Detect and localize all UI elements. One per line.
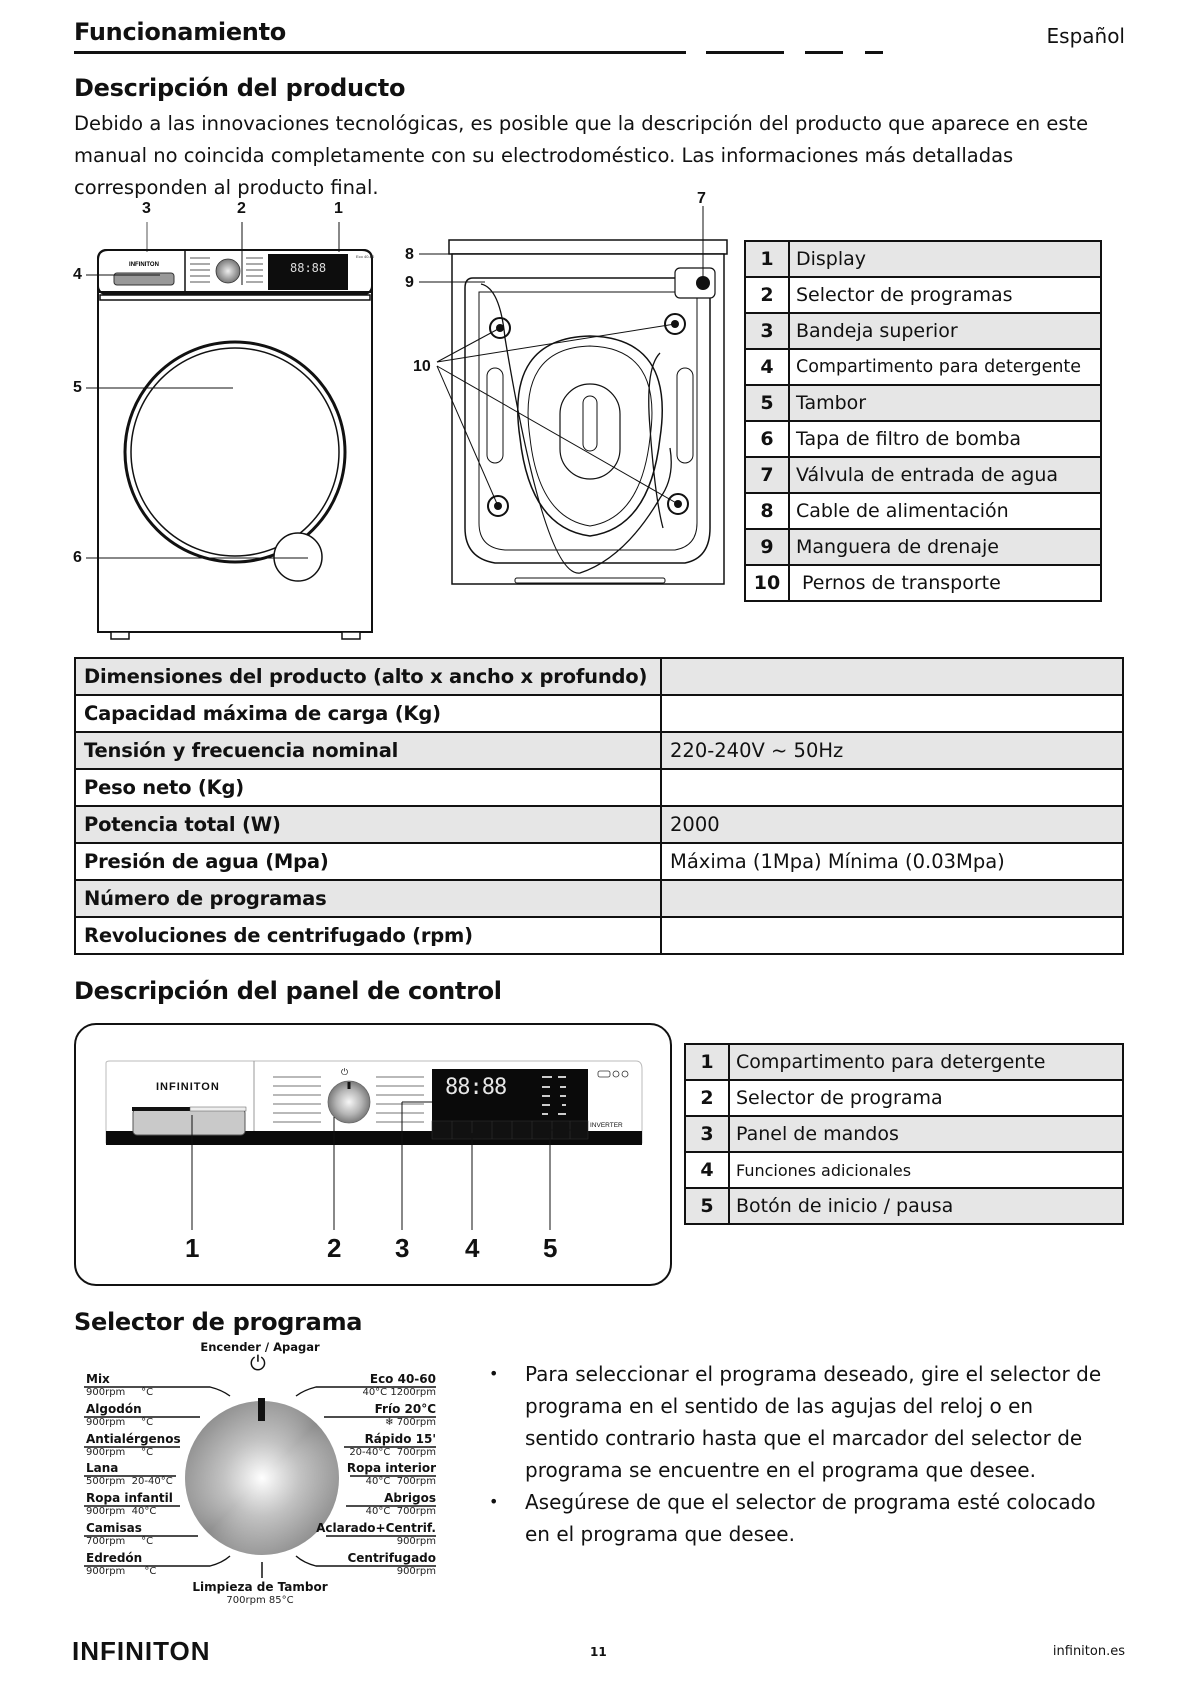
parts-table (744, 240, 1102, 602)
program-camisas[interactable]: Camisas 700rpm °C (86, 1521, 154, 1547)
control-panel-illustration (74, 1023, 672, 1286)
callout-10: 10 (413, 358, 431, 375)
inverter-label: INVERTER (590, 1122, 623, 1129)
table-row: Presión de agua (Mpa) Máxima (1Mpa) Mínima (0.03Mpa) (75, 843, 1123, 880)
program-limpieza-tambor[interactable]: Limpieza de Tambor 700rpm 85°C (192, 1580, 328, 1606)
table-row: 8 Cable de alimentación (745, 493, 1101, 529)
table-row: Tensión y frecuencia nominal 220-240V ~ 50Hz (75, 732, 1123, 769)
control-panel-drawing (76, 1025, 674, 1288)
callout-5: 5 (73, 379, 82, 396)
program-selector-instructions (485, 1358, 1105, 1550)
table-row: 4 Funciones adicionales (685, 1152, 1123, 1188)
table-row: Potencia total (W) 2000 (75, 806, 1123, 843)
table-row: Peso neto (Kg) (75, 769, 1123, 806)
control-panel-heading: Descripción del panel de control (74, 977, 502, 1005)
language-label: Español (1046, 24, 1125, 48)
table-row: 3 Bandeja superior (745, 313, 1101, 349)
table-row: Revoluciones de centrifugado (rpm) (75, 917, 1123, 954)
table-row: 9 Manguera de drenaje (745, 529, 1101, 565)
page-number: 11 (590, 1645, 607, 1659)
table-row: 1 Display (745, 241, 1101, 277)
footer-website-link[interactable]: infiniton.es (1052, 1644, 1125, 1659)
program-antialergenos[interactable]: Antialérgenos 900rpm °C (86, 1432, 181, 1458)
instruction-item: • Asegúrese de que el selector de programa esté colocado en el programa que desee. (485, 1486, 1105, 1550)
callout-4: 4 (465, 1233, 480, 1263)
program-rapido-15[interactable]: Rápido 15' 20-40°C 700rpm (349, 1432, 436, 1458)
callout-2: 2 (237, 200, 246, 217)
intro-paragraph: Debido a las innovaciones tecnológicas, es posible que la descripción del producto que aparece en este manual no coincida completamente con su electrodoméstico. Las informaciones más detalladas corresponden al producto final. (74, 112, 1089, 199)
callout-3: 3 (395, 1233, 410, 1263)
program-edredon[interactable]: Edredón 900rpm °C (86, 1551, 157, 1577)
program-selector-heading: Selector de programa (74, 1308, 363, 1336)
footer-brand-logo: INFINITON (72, 1636, 211, 1666)
washer-front-illustration (60, 200, 390, 650)
table-row: Número de programas (75, 880, 1123, 917)
table-row: 10 Pernos de transporte (745, 565, 1101, 601)
product-description-heading: Descripción del producto (74, 74, 406, 102)
program-abrigos[interactable]: Abrigos 40°C 700rpm (365, 1491, 436, 1517)
callout-7: 7 (697, 190, 706, 207)
table-row: 4 Compartimento para detergente (745, 349, 1101, 385)
table-row: Capacidad máxima de carga (Kg) (75, 695, 1123, 732)
table-row: 5 Tambor (745, 385, 1101, 421)
power-icon: ⏻ (250, 1351, 266, 1375)
program-frio-20[interactable]: Frío 20°C ❄ 700rpm (374, 1402, 436, 1428)
svg-text:INFINITON: INFINITON (129, 262, 159, 268)
program-ropa-infantil[interactable]: Ropa infantil 900rpm 40°C (86, 1491, 173, 1517)
callout-5: 5 (543, 1233, 558, 1263)
program-lana[interactable]: Lana 500rpm 20-40°C (86, 1461, 173, 1487)
washer-back-illustration (405, 190, 740, 638)
washer-back-drawing (405, 198, 740, 638)
header-rule-dash (865, 51, 883, 54)
power-icon: ⏻ (341, 1068, 349, 1078)
section-title: Funcionamiento (74, 18, 286, 46)
callout-2: 2 (327, 1233, 342, 1263)
callout-1: 1 (334, 200, 343, 217)
control-panel-parts-table (684, 1043, 1124, 1225)
header-rule (74, 51, 686, 54)
program-eco-40-60[interactable]: Eco 40-60 40°C 1200rpm (362, 1372, 436, 1398)
callout-8: 8 (405, 246, 414, 263)
callout-6: 6 (73, 549, 82, 566)
table-row: 5 Botón de inicio / pausa (685, 1188, 1123, 1224)
header-rule-dash (805, 51, 843, 54)
table-row: Dimensiones del producto (alto x ancho x profundo) (75, 658, 1123, 695)
table-row: 6 Tapa de filtro de bomba (745, 421, 1101, 457)
callout-3: 3 (142, 200, 151, 217)
washer-front-drawing (60, 200, 390, 650)
svg-text:88:88: 88:88 (290, 261, 327, 275)
table-row: 2 Selector de programa (685, 1080, 1123, 1116)
program-dial-diagram (70, 1340, 450, 1620)
header-rule-dash (706, 51, 784, 54)
svg-text:Eco 40-60: Eco 40-60 (356, 254, 375, 259)
program-mix[interactable]: Mix 900rpm °C (86, 1372, 154, 1398)
program-aclarado-centrif[interactable]: Aclarado+Centrif. 900rpm (316, 1521, 436, 1547)
power-label: Encender / Apagar (200, 1340, 320, 1354)
program-ropa-interior[interactable]: Ropa interior 40°C 700rpm (346, 1461, 436, 1487)
callout-4: 4 (73, 266, 82, 283)
program-algodon[interactable]: Algodón 900rpm °C (86, 1402, 154, 1428)
program-centrifugado[interactable]: Centrifugado 900rpm (347, 1551, 436, 1577)
panel-display-digits: 88:88 (445, 1075, 507, 1100)
callout-9: 9 (405, 274, 414, 291)
table-row: 3 Panel de mandos (685, 1116, 1123, 1152)
table-row: 1 Compartimento para detergente (685, 1044, 1123, 1080)
callout-1: 1 (185, 1233, 200, 1263)
specs-table (74, 657, 1124, 955)
table-row: 7 Válvula de entrada de agua (745, 457, 1101, 493)
panel-brand-logo: INFINITON (156, 1081, 220, 1093)
instruction-item: • Para seleccionar el programa deseado, gire el selector de programa en el sentido de las agujas del reloj o en sentido contrario hasta que el marcador del selector de programa se encuentre en el programa que desee. (485, 1358, 1105, 1486)
table-row: 2 Selector de programas (745, 277, 1101, 313)
